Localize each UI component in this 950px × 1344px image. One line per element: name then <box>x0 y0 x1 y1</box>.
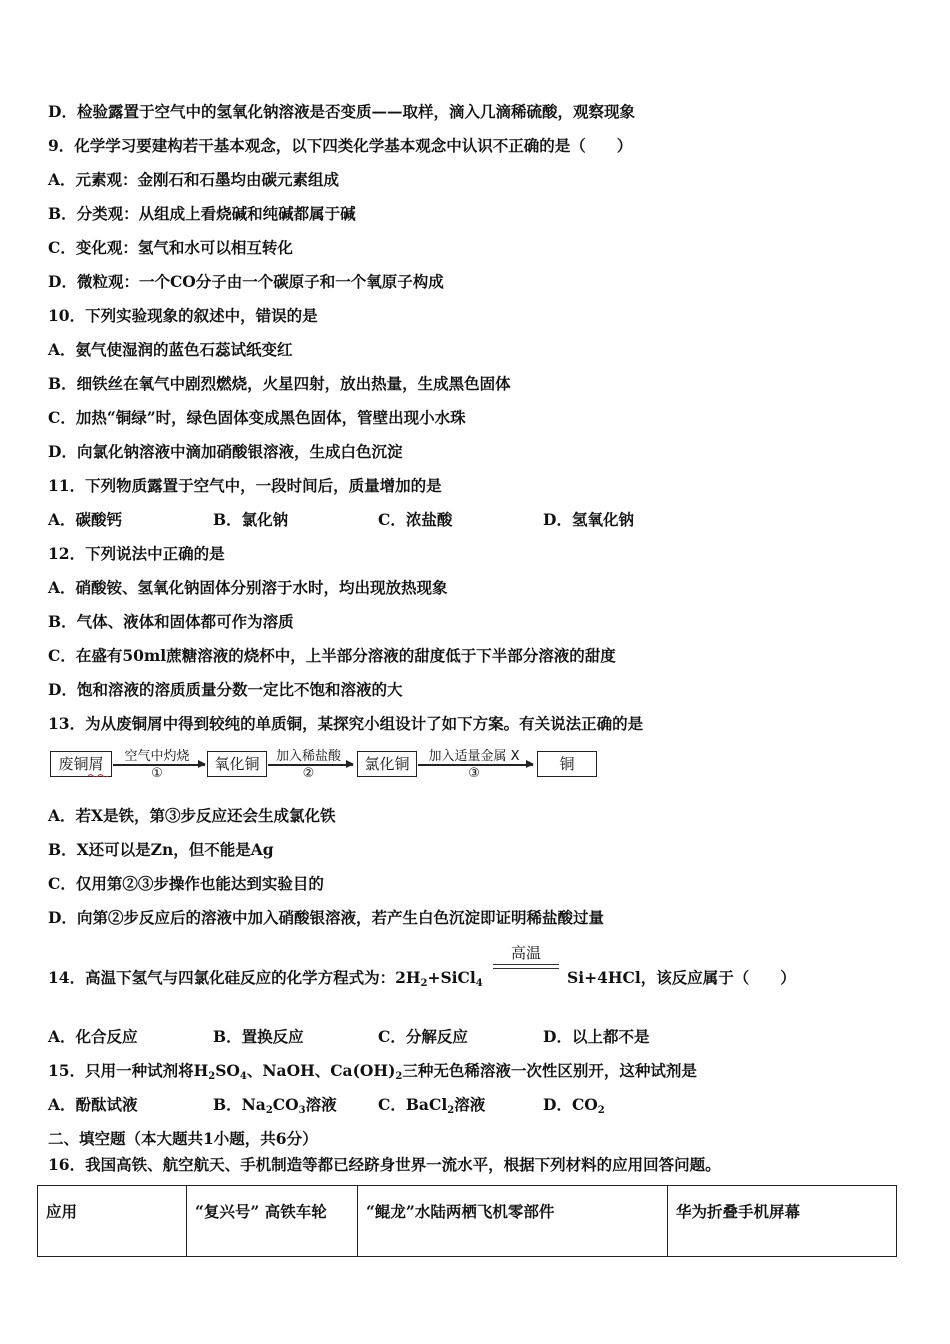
q13-option-c: C．仅用第②③步操作也能达到实验目的 <box>48 874 324 893</box>
spellcheck-squiggle <box>88 773 108 777</box>
q11-option-c: C．浓盐酸 <box>378 510 453 529</box>
table-cell-application: 应用 <box>38 1186 187 1257</box>
q13-option-b: B．X还可以是Zn，但不能是Ag <box>48 840 274 859</box>
flow-box-copper-oxide: 氧化铜 <box>207 751 267 777</box>
q10-option-a: A．氨气使湿润的蓝色石蕊试纸变红 <box>48 340 293 359</box>
table-cell-fuxing-wheel: “复兴号” 高铁车轮 <box>187 1186 358 1257</box>
table-row <box>38 1186 897 1257</box>
equation-bar-bottom <box>493 968 559 969</box>
q12-option-d: D．饱和溶液的溶质质量分数一定比不饱和溶液的大 <box>48 680 403 699</box>
q10-option-d: D．向氯化钠溶液中滴加硝酸银溶液，生成白色沉淀 <box>48 442 403 461</box>
q9-option-c: C．变化观：氢气和水可以相互转化 <box>48 238 293 257</box>
table-cell-kunlong-parts: “鲲龙”水陆两栖飞机零部件 <box>358 1186 668 1257</box>
flow-step-3: ③ <box>468 766 480 781</box>
flow-step-2: ② <box>302 766 315 781</box>
q15-option-c: C．BaCl$_2$溶液 <box>378 1095 486 1116</box>
q9-stem: 9．化学学习要建构若干基本观念，以下四类化学基本观念中认识不正确的是（ ） <box>48 136 633 155</box>
reaction-condition: 高温 <box>510 944 541 962</box>
q14-option-d: D．以上都不是 <box>543 1027 650 1046</box>
q11-stem: 11．下列物质露置于空气中，一段时间后，质量增加的是 <box>48 476 442 495</box>
equation-bar-top <box>493 964 559 965</box>
q13-option-a: A．若X是铁，第③步反应还会生成氯化铁 <box>48 806 336 825</box>
q10-option-b: B．细铁丝在氧气中剧烈燃烧，火星四射，放出热量，生成黑色固体 <box>48 374 511 393</box>
q14-option-a: A．化合反应 <box>48 1027 138 1046</box>
flow-box-copper-chloride: 氯化铜 <box>357 751 417 777</box>
q12-option-b: B．气体、液体和固体都可作为溶质 <box>48 612 294 631</box>
q10-stem: 10．下列实验现象的叙述中，错误的是 <box>48 306 318 325</box>
materials-table <box>37 1185 897 1257</box>
q14-equation-right: Si+4HCl，该反应属于（ ） <box>567 968 796 987</box>
flow-arrow-3-label: 加入适量金属 X <box>428 749 520 764</box>
q15-option-b: B．$Na_2CO_3$溶液 <box>213 1095 337 1116</box>
q8-option-d: D．检验露置于空气中的氢氧化钠溶液是否变质——取样，滴入几滴稀硫酸，观察现象 <box>48 102 635 121</box>
q15-option-d: D．$CO_2$ <box>543 1095 605 1116</box>
q14-option-c: C．分解反应 <box>378 1027 468 1046</box>
q14-option-b: B．置换反应 <box>213 1027 304 1046</box>
q16-stem: 16．我国高铁、航空航天、手机制造等都已经跻身世界一流水平，根据下列材料的应用回答问题。 <box>48 1155 721 1174</box>
q11-option-d: D．氢氧化钠 <box>543 510 634 529</box>
flow-box-waste-copper: 废铜屑 <box>50 751 112 777</box>
q11-option-a: A．碳酸钙 <box>48 510 123 529</box>
q9-option-a: A．元素观：金刚石和石墨均由碳元素组成 <box>48 170 340 189</box>
section-2-heading: 二、填空题（本大题共1小题，共6分） <box>48 1129 318 1148</box>
q13-stem: 13．为从废铜屑中得到较纯的单质铜，某探究小组设计了如下方案。有关说法正确的是 <box>48 714 644 733</box>
flow-step-1: ① <box>151 766 163 781</box>
table-cell-huawei-screen: 华为折叠手机屏幕 <box>668 1186 897 1257</box>
flow-arrow-1-label: 空气中灼烧 <box>124 749 190 764</box>
q11-option-b: B．氯化钠 <box>213 510 289 529</box>
q9-option-d: D．微粒观：一个CO分子由一个碳原子和一个氧原子构成 <box>48 272 444 291</box>
q9-option-b: B．分类观：从组成上看烧碱和纯碱都属于碱 <box>48 204 356 223</box>
q12-stem: 12．下列说法中正确的是 <box>48 544 225 563</box>
q15-option-a: A．酚酞试液 <box>48 1095 138 1114</box>
q10-option-c: C．加热“铜绿”时，绿色固体变成黑色固体，管壁出现小水珠 <box>48 408 466 427</box>
q15-stem: 15．只用一种试剂将$H_2SO_4$、NaOH、$Ca(OH)_2$三种无色稀溶液一次性区别开，这种试剂是 <box>48 1061 697 1082</box>
q12-option-a: A．硝酸铵、氢氧化钠固体分别溶于水时，均出现放热现象 <box>48 578 448 597</box>
q12-option-c: C．在盛有50ml蔗糖溶液的烧杯中，上半部分溶液的甜度低于下半部分溶液的甜度 <box>48 646 616 665</box>
q14-equation-left: 14．高温下氢气与四氯化硅反应的化学方程式为：$2H_2+SiCl_4$ <box>48 968 483 989</box>
q13-option-d: D．向第②步反应后的溶液中加入硝酸银溶液，若产生白色沉淀即证明稀盐酸过量 <box>48 908 604 927</box>
flow-arrow-2-label: 加入稀盐酸 <box>275 749 341 764</box>
flow-box-copper: 铜 <box>537 751 597 777</box>
